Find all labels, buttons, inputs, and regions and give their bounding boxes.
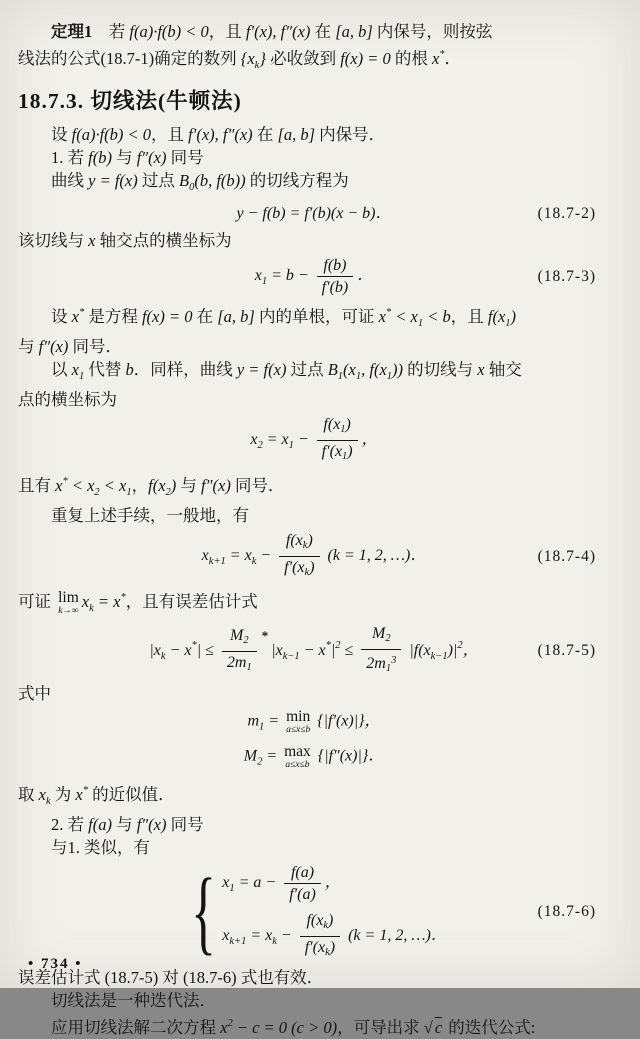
math-run: < b bbox=[423, 307, 451, 326]
math-run: x bbox=[222, 873, 230, 891]
math-run: (k = 1, 2, …)． bbox=[323, 547, 427, 565]
text-run: 线法的公式(18.7-1)确定的数列 bbox=[18, 49, 241, 68]
text-run: 设 bbox=[51, 307, 72, 326]
math-run: x bbox=[201, 547, 209, 565]
subscript: 1 bbox=[337, 371, 344, 382]
operator-bound: a≤x≤b bbox=[286, 724, 311, 735]
equation-label: (18.7-3) bbox=[537, 267, 596, 285]
display-formula bbox=[18, 531, 610, 582]
page-number: • 734 • bbox=[28, 956, 83, 972]
math-run: f(b) bbox=[88, 148, 112, 167]
equation-label: (18.7-2) bbox=[537, 205, 596, 222]
math-run: |x bbox=[271, 642, 283, 659]
fraction bbox=[222, 626, 257, 677]
text-run: 式中 bbox=[18, 684, 51, 704]
math-run: [a, b] bbox=[277, 125, 316, 144]
text-run: 在 bbox=[310, 22, 336, 41]
text-line bbox=[18, 836, 610, 859]
text-run: ，且 bbox=[450, 307, 488, 326]
math-run: } bbox=[259, 49, 266, 68]
math-run: x bbox=[38, 784, 46, 804]
math-run: f′(x), f″(x) bbox=[245, 22, 311, 41]
math-run: ) bbox=[307, 532, 313, 549]
text-run: ．同样，曲线 bbox=[133, 360, 237, 379]
text-line bbox=[18, 123, 610, 146]
fraction-numerator bbox=[317, 415, 358, 441]
text-run: 的切线方程为 bbox=[245, 171, 349, 190]
math-run: f(x bbox=[285, 532, 303, 549]
subscript: 2 bbox=[257, 756, 263, 768]
text-run: ，可导出求 bbox=[337, 1017, 424, 1037]
math-run: x bbox=[220, 1017, 228, 1037]
math-run: f″(x) bbox=[38, 337, 69, 356]
text-run: ， bbox=[131, 476, 149, 495]
text-run: ，且 bbox=[151, 125, 189, 144]
text-run: 轴交 bbox=[484, 360, 522, 379]
text-run: 切线法是一种迭代法． bbox=[51, 990, 216, 1010]
math-run: f(x bbox=[306, 911, 324, 929]
text-run: 同号． bbox=[230, 476, 285, 495]
text-run: 2. 若 bbox=[51, 814, 89, 834]
text-run: 同号 bbox=[166, 148, 204, 167]
text-run: 轴交点的横坐标为 bbox=[95, 231, 232, 250]
text-run: 的近似值． bbox=[87, 784, 175, 804]
fraction bbox=[317, 256, 354, 297]
text-run: 1. 若 bbox=[51, 148, 89, 167]
math-run: x bbox=[250, 431, 258, 449]
math-run: f(a) bbox=[290, 863, 315, 881]
math-run: y = f(x) bbox=[236, 360, 287, 379]
math-run: f(a)·f(b) < 0 bbox=[71, 125, 152, 144]
fraction bbox=[317, 415, 358, 466]
fraction bbox=[279, 531, 319, 582]
text-run: 重复上述手续，一般地，有 bbox=[51, 506, 249, 525]
radical-sign: √ bbox=[423, 1017, 433, 1037]
subscript: k bbox=[251, 556, 257, 568]
system-rows bbox=[222, 863, 447, 962]
text-line bbox=[18, 388, 610, 411]
fraction-denominator bbox=[300, 937, 340, 962]
math-run: , f(x bbox=[361, 360, 387, 379]
fraction-denominator bbox=[361, 650, 401, 678]
text-run: 必收敛到 bbox=[265, 49, 341, 68]
subscript: 0 bbox=[189, 182, 195, 193]
math-run: = x bbox=[225, 547, 252, 565]
fraction-numerator bbox=[317, 256, 354, 277]
math-run: f′(x bbox=[284, 559, 305, 576]
fraction-numerator bbox=[279, 531, 319, 557]
math-run: f′(x bbox=[304, 938, 326, 956]
math-run: x bbox=[71, 360, 79, 379]
subscript: 1 bbox=[259, 722, 265, 733]
math-run: x bbox=[254, 267, 262, 285]
math-run: = x bbox=[262, 431, 289, 449]
math-run: y − f(b) = f′(b)(x − b)． bbox=[236, 205, 392, 222]
text-line bbox=[18, 779, 610, 813]
fraction-numerator bbox=[222, 626, 257, 652]
text-line bbox=[18, 169, 610, 199]
minmax-operator bbox=[284, 744, 311, 770]
math-run: f″(x) bbox=[136, 148, 167, 167]
math-run: f(x) = 0 bbox=[340, 49, 391, 68]
display-formula bbox=[18, 202, 610, 226]
operator-name: max bbox=[284, 743, 311, 760]
text-line bbox=[18, 358, 610, 388]
math-run: {|f′(x)|}， bbox=[313, 713, 381, 730]
math-run: ) bbox=[510, 307, 517, 326]
math-run: ) bbox=[345, 416, 351, 433]
math-run: − bbox=[293, 431, 313, 449]
math-run: ， bbox=[324, 873, 341, 891]
text-run: 的根 bbox=[390, 49, 432, 68]
math-run: x bbox=[222, 926, 230, 944]
text-run: 同号． bbox=[68, 337, 123, 356]
subscript: 1 bbox=[505, 318, 511, 329]
math-run: − x bbox=[165, 642, 192, 659]
text-line bbox=[18, 682, 610, 705]
math-run: ) bbox=[170, 476, 177, 495]
text-run: 与 bbox=[111, 814, 137, 834]
math-run: M bbox=[372, 625, 386, 643]
math-run: f′(a) bbox=[289, 885, 316, 903]
subscript: k bbox=[254, 60, 260, 71]
math-run: < x bbox=[391, 307, 418, 326]
math-run: f(x) = 0 bbox=[141, 307, 193, 326]
text-run: 过点 bbox=[137, 171, 179, 190]
equation-label: (18.7-5) bbox=[537, 642, 596, 660]
subscript: 2 bbox=[385, 633, 391, 645]
fraction-denominator bbox=[317, 277, 354, 297]
text-run: 的迭代公式: bbox=[444, 1017, 536, 1037]
math-run: f(a) bbox=[88, 814, 112, 834]
text-line bbox=[18, 989, 610, 1012]
display-formula bbox=[18, 709, 610, 740]
fraction-numerator bbox=[284, 863, 321, 884]
fraction-denominator bbox=[222, 652, 257, 677]
math-run: − bbox=[276, 926, 296, 944]
math-run: − bbox=[256, 547, 276, 565]
math-run: | bbox=[330, 642, 336, 659]
subscript: k bbox=[272, 935, 277, 947]
math-run: f′(b) bbox=[321, 279, 349, 296]
text-run: 可证 bbox=[18, 592, 56, 611]
subscript: 1 bbox=[261, 276, 268, 288]
text-run: 若 bbox=[92, 22, 130, 41]
subscript: 1 bbox=[78, 371, 85, 382]
math-run: )| bbox=[447, 642, 458, 659]
text-line bbox=[18, 335, 610, 358]
text-line bbox=[18, 470, 610, 504]
subscript: k−1 bbox=[430, 651, 448, 662]
text-run: 内的单根，可证 bbox=[254, 307, 379, 326]
text-line bbox=[18, 43, 610, 77]
math-run: = b − bbox=[267, 267, 313, 285]
bold-text-run: 定理1 bbox=[51, 22, 93, 41]
math-run: f(x bbox=[323, 416, 341, 433]
math-run: x bbox=[55, 476, 63, 495]
math-run: f(x bbox=[487, 307, 506, 326]
subscript: 1 bbox=[246, 661, 252, 673]
subscript: 2 bbox=[257, 440, 263, 452]
math-run: x bbox=[378, 307, 386, 326]
text-run: 与 bbox=[176, 476, 202, 495]
text-run: 设 bbox=[51, 125, 72, 144]
text-run: 在 bbox=[252, 125, 278, 144]
display-formula bbox=[18, 256, 610, 297]
math-run: | ≤ bbox=[196, 642, 218, 659]
math-run: ， bbox=[462, 642, 479, 659]
math-run: = a − bbox=[234, 873, 281, 891]
text-run: 该切线与 bbox=[18, 231, 89, 250]
superscript: 2 bbox=[335, 640, 341, 651]
equation-label: (18.7-4) bbox=[537, 547, 596, 565]
text-run: 为 bbox=[50, 784, 76, 804]
text-run: 内保号． bbox=[315, 125, 386, 144]
text-run: 误差估计式 (18.7-5) 对 (18.7-6) 式也有效． bbox=[18, 967, 324, 987]
text-run: 应用切线法解二次方程 bbox=[51, 1017, 221, 1037]
math-run: 2m bbox=[226, 653, 247, 671]
text-line bbox=[18, 229, 610, 252]
math-run: x bbox=[81, 592, 90, 611]
subscript: 1 bbox=[342, 451, 348, 462]
math-run: x bbox=[88, 231, 96, 250]
section-heading: 18.7.3. 切线法(牛顿法) bbox=[18, 89, 242, 113]
math-run: − c = 0 (c > 0) bbox=[232, 1017, 338, 1037]
text-run: 内保号，则按弦 bbox=[372, 22, 493, 41]
fraction bbox=[300, 911, 340, 962]
math-run: = bbox=[262, 747, 282, 765]
math-run: ) bbox=[329, 938, 336, 956]
math-run: f′(x), f″(x) bbox=[188, 125, 253, 144]
math-run: b bbox=[125, 360, 134, 379]
math-run: f(x bbox=[148, 476, 166, 495]
math-run: f″(x) bbox=[201, 476, 231, 495]
subscript: k bbox=[304, 567, 310, 578]
fraction-numerator bbox=[361, 624, 401, 650]
math-run: f′(x bbox=[321, 443, 343, 460]
math-run: (b, f(b)) bbox=[194, 171, 246, 190]
math-run: |x bbox=[149, 642, 161, 659]
math-run: (k = 1, 2, …)． bbox=[344, 926, 447, 944]
math-run: x bbox=[431, 49, 440, 68]
superscript: * bbox=[82, 784, 88, 796]
text-run: 取 bbox=[18, 784, 39, 804]
text-line bbox=[18, 20, 610, 43]
subscript: k+1 bbox=[229, 935, 247, 947]
subscript: k bbox=[323, 919, 329, 931]
text-run: 同号 bbox=[166, 814, 204, 834]
math-run: − x bbox=[299, 642, 326, 659]
display-formula bbox=[18, 624, 610, 678]
math-run: B bbox=[178, 171, 190, 190]
text-run: 代替 bbox=[84, 360, 126, 379]
print-artifact-star: * bbox=[261, 628, 269, 643]
math-run: ≤ bbox=[340, 642, 358, 659]
math-run: f(a)·f(b) < 0 bbox=[129, 22, 209, 41]
text-line bbox=[18, 813, 610, 836]
math-run: = x bbox=[246, 926, 273, 944]
subscript: k bbox=[45, 795, 51, 807]
system-row bbox=[222, 863, 341, 904]
superscript: 2 bbox=[457, 640, 463, 651]
text-run: ，且有误差估计式 bbox=[125, 592, 258, 611]
subscript: 1 bbox=[355, 371, 362, 382]
subscript: 1 bbox=[385, 663, 392, 675]
operator-name: min bbox=[286, 708, 311, 726]
text-line bbox=[18, 504, 610, 527]
math-run: ) bbox=[309, 559, 315, 576]
subscript: 2 bbox=[243, 634, 249, 646]
operator-bound: a≤x≤b bbox=[285, 759, 310, 770]
math-run: [a, b] bbox=[217, 307, 255, 326]
text-run: 曲线 bbox=[51, 171, 89, 190]
math-run: ． bbox=[357, 267, 374, 285]
math-run: [a, b] bbox=[335, 22, 373, 41]
math-run: x bbox=[477, 360, 485, 379]
math-run: = bbox=[264, 713, 284, 730]
math-run: m bbox=[247, 713, 260, 730]
operator-bound: k→∞ bbox=[58, 605, 79, 616]
text-run: 以 bbox=[51, 360, 72, 379]
minmax-operator bbox=[286, 709, 310, 735]
math-run: M bbox=[229, 626, 244, 644]
subscript: 1 bbox=[229, 882, 235, 894]
math-run: x bbox=[75, 784, 83, 804]
math-run: M bbox=[243, 747, 258, 765]
math-run: (x bbox=[343, 360, 356, 379]
superscript: * bbox=[191, 640, 197, 651]
math-run: x bbox=[71, 307, 79, 326]
text-run: ． bbox=[444, 49, 462, 68]
fraction-denominator bbox=[284, 884, 321, 904]
text-run: 与1. 类似，有 bbox=[51, 837, 150, 857]
superscript: 3 bbox=[391, 655, 397, 667]
text-line bbox=[18, 586, 610, 620]
subscript: 1 bbox=[288, 440, 294, 452]
subscript: 1 bbox=[386, 371, 393, 382]
superscript: * bbox=[120, 592, 126, 603]
equation-label: (18.7-6) bbox=[537, 903, 596, 921]
fraction bbox=[361, 624, 401, 678]
subscript: 2 bbox=[94, 487, 100, 498]
text-run: 是方程 bbox=[84, 307, 142, 326]
math-run: f″(x) bbox=[136, 814, 167, 834]
subscript: k+1 bbox=[208, 556, 226, 568]
math-run: ， bbox=[361, 431, 378, 449]
math-run: {x bbox=[240, 49, 255, 68]
superscript: * bbox=[439, 49, 445, 60]
subscript: 1 bbox=[126, 487, 132, 498]
superscript: * bbox=[78, 307, 85, 318]
subscript: k bbox=[325, 946, 330, 958]
text-run: 且有 bbox=[18, 476, 56, 495]
text-run: 在 bbox=[192, 307, 218, 326]
text-run: 过点 bbox=[286, 360, 328, 379]
text-line bbox=[18, 966, 610, 989]
text-run: 点的横坐标为 bbox=[18, 390, 117, 409]
text-line bbox=[18, 1012, 610, 1039]
math-run: {|f″(x)|}． bbox=[313, 747, 385, 765]
fraction-denominator bbox=[317, 441, 358, 466]
math-run: y = f(x) bbox=[88, 171, 138, 190]
subscript: k bbox=[160, 651, 166, 662]
math-run: = x bbox=[93, 592, 121, 611]
math-run: < x bbox=[99, 476, 127, 495]
system-brace: { bbox=[191, 860, 217, 965]
fraction-denominator bbox=[279, 557, 319, 582]
text-line bbox=[18, 146, 610, 169]
math-run: ) bbox=[328, 911, 334, 929]
text-run: 与 bbox=[18, 337, 39, 356]
subscript: k bbox=[302, 540, 308, 551]
operator-name: lim bbox=[58, 589, 79, 607]
subscript: 1 bbox=[417, 318, 424, 329]
math-run: 2m bbox=[366, 655, 386, 673]
fraction bbox=[284, 863, 321, 904]
math-run: |f(x bbox=[405, 642, 431, 659]
fraction-numerator bbox=[300, 911, 340, 937]
display-formula bbox=[18, 744, 610, 775]
text-run: ，且 bbox=[208, 22, 246, 41]
superscript: * bbox=[62, 476, 68, 487]
limit-operator bbox=[58, 590, 79, 616]
sqrt-radical bbox=[424, 1018, 444, 1037]
math-run: ) bbox=[347, 443, 353, 460]
system-row bbox=[222, 911, 447, 962]
subscript: k−1 bbox=[282, 651, 300, 662]
text-line bbox=[18, 301, 610, 335]
subscript: k bbox=[89, 603, 94, 614]
math-run: B bbox=[327, 360, 338, 379]
subscript: 1 bbox=[340, 424, 346, 435]
math-run: < x bbox=[67, 476, 95, 495]
math-run: f(b) bbox=[323, 257, 347, 274]
text-run: 的切线与 bbox=[403, 360, 478, 379]
superscript: * bbox=[385, 307, 392, 318]
math-run: )) bbox=[392, 360, 404, 379]
display-formula bbox=[18, 415, 610, 466]
subscript: 2 bbox=[165, 487, 171, 498]
text-run: 与 bbox=[111, 148, 137, 167]
superscript: 2 bbox=[227, 1017, 233, 1029]
superscript: * bbox=[325, 640, 331, 651]
radicand: c bbox=[434, 1017, 443, 1037]
